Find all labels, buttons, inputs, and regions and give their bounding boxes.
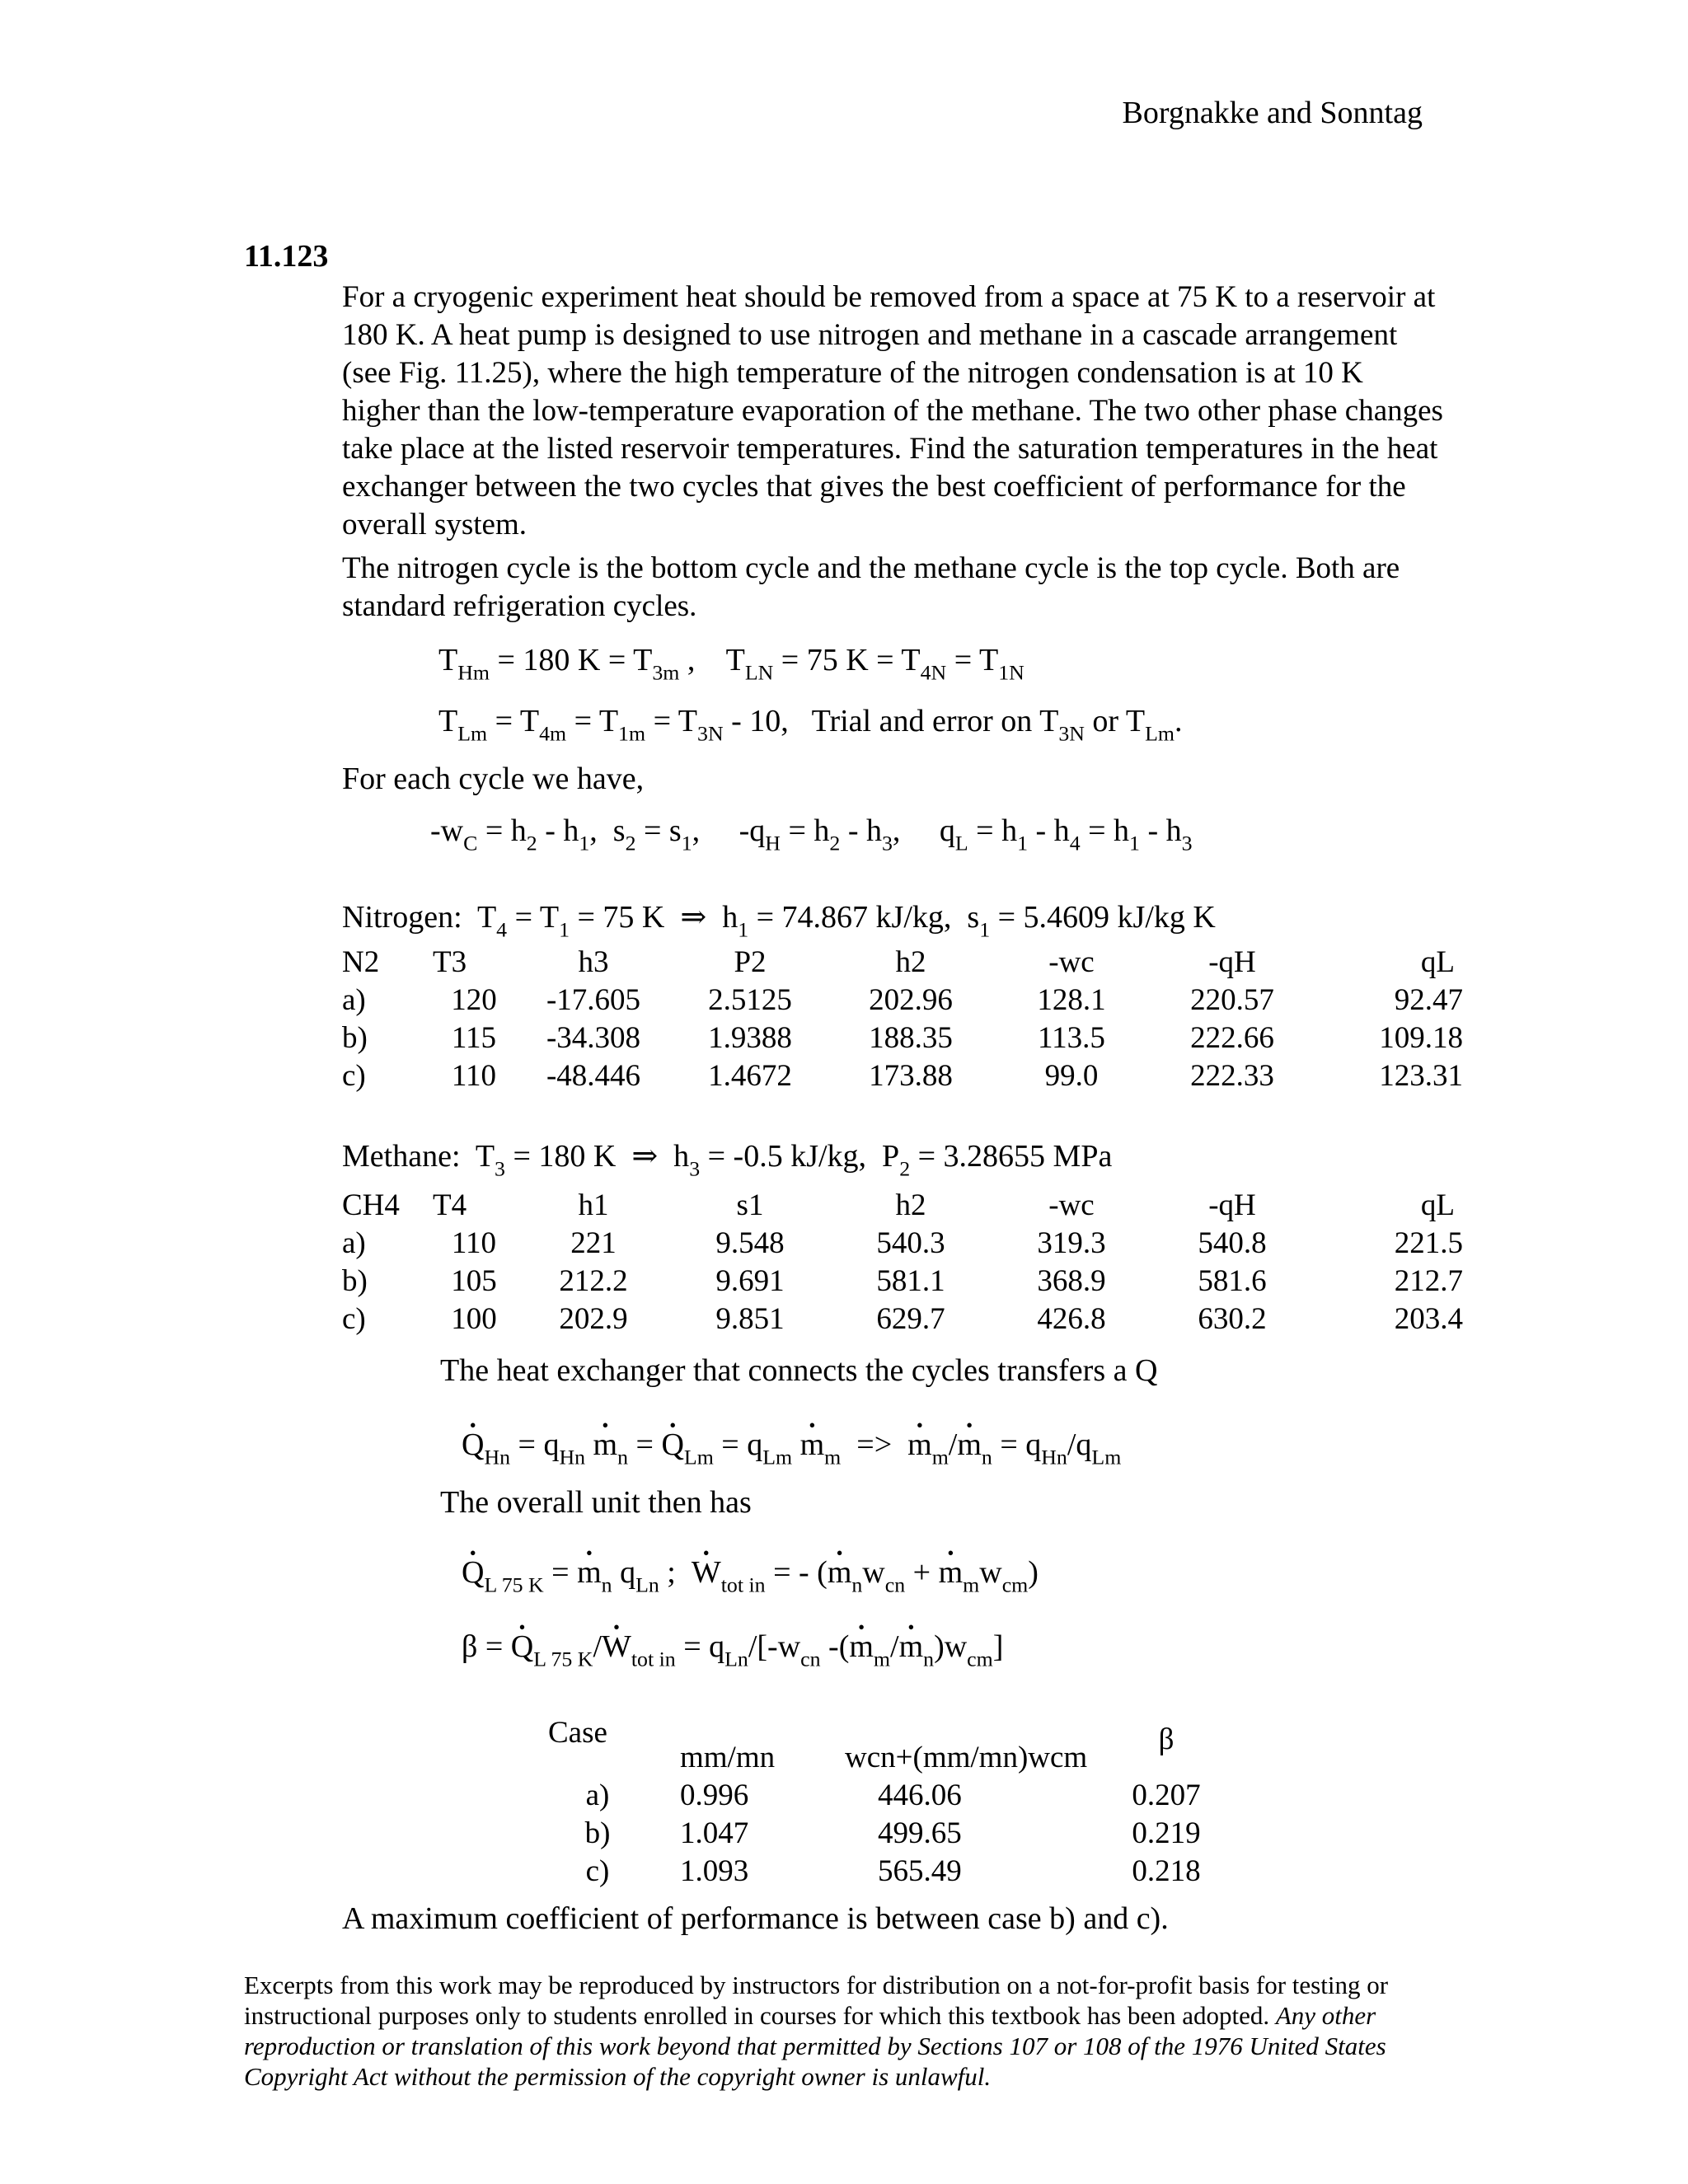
table-cell: 188.35 <box>869 1021 953 1056</box>
nitrogen-header-cell: h2 <box>895 945 926 980</box>
table-row <box>342 1225 1463 1263</box>
table-cell: c) <box>585 1854 610 1889</box>
table-cell: b) <box>584 1816 611 1851</box>
table-cell: 123.31 <box>1379 1059 1463 1094</box>
methane-state-line: Methane: $T_3 = 180$ K ⇒ $h_3 = -0.5$ kJ/kg, $P_2 = 3.28655$ MPa <box>342 1139 1113 1181</box>
table-cell: 9.691 <box>715 1264 785 1299</box>
table-cell: 540.8 <box>1198 1226 1267 1261</box>
table-cell: 581.6 <box>1198 1264 1267 1299</box>
or-text: or T <box>1092 704 1146 738</box>
methane-header-cell: CH4 <box>342 1188 400 1223</box>
methane-header-cell: s1 <box>736 1188 764 1223</box>
overall-text: The overall unit then has <box>440 1485 752 1520</box>
table-cell: 202.9 <box>559 1302 628 1337</box>
table-cell: 100 <box>451 1302 497 1337</box>
table-cell: a) <box>585 1779 610 1813</box>
table-cell: 540.3 <box>876 1226 945 1261</box>
problem-number: 11.123 <box>244 239 329 274</box>
table-cell: 1.093 <box>680 1854 749 1889</box>
problem-statement: For a cryogenic experiment heat should be removed from a space at 75 K to a reservoir at 180 K. A heat pump is designed to use nitrogen and methane in a cascade arrangement (see Fig. 11.25), where the high temperature of the nitrogen condensation is at 10 K higher than the low-temperature evaporation of the methane. The two other phase changes take place at the listed reservoir temperatures. Find the saturation temperatures in the heat exchanger between the two cycles that gives the best coefficient of performance for the overall system. <box>342 280 1443 541</box>
table-cell: 128.1 <box>1037 983 1106 1018</box>
table-cell: 1.9388 <box>708 1021 792 1056</box>
nitrogen-h1: = 74.867 kJ/kg, <box>756 900 952 935</box>
result-header-cell: wcn+(mm/mn)wcm <box>845 1741 1088 1774</box>
equation-cycle-relations: $-w_C = h_2 - h_1$, $s_2 = s_1$, $-q_H = h_2 - h_3$, $q_L = h_1 - h_4 = h_1 - h_3$ <box>430 813 1193 855</box>
table-cell: 222.66 <box>1190 1021 1274 1056</box>
table-cell: 120 <box>451 983 497 1018</box>
nitrogen-table <box>342 944 1463 1095</box>
table-cell: 109.18 <box>1379 1021 1463 1056</box>
result-header-cell: Case <box>548 1716 607 1750</box>
table-cell: 581.1 <box>876 1264 945 1299</box>
nitrogen-header-cell: T3 <box>433 945 467 980</box>
methane-header-cell: h2 <box>895 1188 926 1223</box>
table-cell: 221 <box>570 1226 617 1261</box>
nitrogen-header-cell: N2 <box>342 945 380 980</box>
table-row <box>342 1301 1463 1338</box>
table-cell: 0.996 <box>680 1779 749 1813</box>
conclusion: A maximum coefficient of performance is between case b) and c). <box>342 1901 1169 1936</box>
table-cell: -17.605 <box>546 983 641 1018</box>
methane-prefix: Methane: <box>342 1139 461 1174</box>
cycle-intro: The nitrogen cycle is the bottom cycle and the methane cycle is the top cycle. Both are standard refrigeration cycles. <box>342 551 1400 623</box>
equation-temperatures-2: $T_{Lm} = T_{4m} = T_{1m} = T_{3N} - 10$, Trial and error on $T_{3N}$ or $T_{Lm}$. <box>438 704 1183 746</box>
table-cell: 9.851 <box>715 1302 785 1337</box>
table-cell: 0.207 <box>1132 1779 1201 1813</box>
nitrogen-header-cell: -qH <box>1208 945 1256 980</box>
table-cell: 0.219 <box>1132 1816 1201 1851</box>
equation-heat-exchanger: • $Q_{Hn} = q_{Hn}$ • $m_n$ = • $Q_{Lm} = q_{Lm}$ • $m_m$ => • $m_m/•$ $m_n = q_{Hn}/q_{Lm}$ <box>462 1426 1121 1464</box>
result-table <box>548 1714 1232 1891</box>
table-cell: 319.3 <box>1037 1226 1106 1261</box>
nitrogen-header-cell: -wc <box>1048 945 1095 980</box>
methane-header-cell: qL <box>1420 1188 1455 1223</box>
nitrogen-header-cell: h3 <box>578 945 609 980</box>
equation-temperatures-1: $T_{Hm} = 180$ $K = T_{3m}$ , $T_{LN} = 75$ $K = T_{4N} = T_{1N}$ <box>438 643 1025 685</box>
methane-p2: = 3.28655 MPa <box>917 1139 1113 1174</box>
table-cell: a) <box>342 983 366 1018</box>
table-row <box>548 1777 1232 1815</box>
table-cell: -48.446 <box>546 1059 641 1094</box>
methane-header-cell: T4 <box>433 1188 467 1223</box>
table-cell: 203.4 <box>1394 1302 1463 1337</box>
methane-table-header <box>342 1187 1463 1225</box>
methane-header-cell: -qH <box>1208 1188 1256 1223</box>
exchanger-text: The heat exchanger that connects the cycles transfers a Q <box>440 1353 1158 1388</box>
table-cell: 630.2 <box>1198 1302 1267 1337</box>
methane-h3: = -0.5 kJ/kg, <box>707 1139 867 1174</box>
table-cell: 2.5125 <box>708 983 792 1018</box>
table-cell: 565.49 <box>878 1854 962 1889</box>
methane-header-cell: h1 <box>578 1188 609 1223</box>
table-row <box>342 1263 1463 1301</box>
table-cell: 499.65 <box>878 1816 962 1851</box>
table-cell: 629.7 <box>876 1302 945 1337</box>
table-cell: 110 <box>451 1226 497 1261</box>
table-cell: c) <box>342 1302 366 1337</box>
table-cell: 1.047 <box>680 1816 749 1851</box>
page-header-authors: Borgnakke and Sonntag <box>1122 96 1423 130</box>
table-cell: 110 <box>451 1059 497 1094</box>
each-cycle-label: For each cycle we have, <box>342 762 645 796</box>
nitrogen-header-cell: P2 <box>734 945 767 980</box>
table-row <box>548 1853 1232 1891</box>
table-cell: 202.96 <box>869 983 953 1018</box>
equation-overall-work: • $Q_{L 75 K}$ = • $m_n$ $q_{Ln}$ ; • $W_{tot in}$ = - (• $m_nw_{cn}$ + • $m_mw_{cm}$) <box>462 1554 1039 1591</box>
table-cell: -34.308 <box>546 1021 641 1056</box>
table-cell: 426.8 <box>1037 1302 1106 1337</box>
equation-cop: β = • $Q_{L 75 K}/•$ $W_{tot in} = q_{Ln}/[-w_{cn}$ -(• $m_m/•$ $m_n)w_{cm}$] <box>462 1628 1003 1666</box>
result-table-header <box>548 1714 1232 1777</box>
table-row <box>548 1815 1232 1853</box>
table-cell: 368.9 <box>1037 1264 1106 1299</box>
table-cell: 113.5 <box>1038 1021 1105 1056</box>
table-cell: 0.218 <box>1132 1854 1201 1889</box>
footer-normal: Excerpts from this work may be reproduced by instructors for distribution on a not-for-profit basis for testing or instructional purposes only to students enrolled in courses for which this textbook has been adopted. <box>244 1971 1389 2030</box>
table-cell: 115 <box>451 1021 497 1056</box>
nitrogen-s1: = 5.4609 kJ/kg K <box>997 900 1216 935</box>
result-header-cell: mm/mn <box>680 1741 776 1774</box>
nitrogen-header-cell: qL <box>1420 945 1455 980</box>
methane-table <box>342 1187 1463 1338</box>
methane-header-cell: -wc <box>1048 1188 1095 1223</box>
table-cell: a) <box>342 1226 366 1261</box>
table-cell: 221.5 <box>1394 1226 1463 1261</box>
table-cell: c) <box>342 1059 366 1094</box>
table-row <box>342 1019 1463 1057</box>
table-cell: 99.0 <box>1044 1059 1099 1094</box>
table-cell: b) <box>342 1021 368 1056</box>
trial-text: Trial and error on T <box>811 704 1059 738</box>
table-cell: 105 <box>451 1264 497 1299</box>
result-header-cell: β <box>1158 1722 1175 1756</box>
table-row <box>342 1057 1463 1095</box>
nitrogen-table-header <box>342 944 1463 982</box>
table-cell: 9.548 <box>715 1226 785 1261</box>
table-cell: b) <box>342 1264 368 1299</box>
table-cell: 222.33 <box>1190 1059 1274 1094</box>
table-cell: 212.7 <box>1394 1264 1463 1299</box>
table-cell: 220.57 <box>1190 983 1274 1018</box>
table-cell: 92.47 <box>1394 983 1463 1018</box>
table-cell: 212.2 <box>559 1264 628 1299</box>
copyright-footer <box>244 1970 1447 2092</box>
table-cell: 173.88 <box>869 1059 953 1094</box>
table-cell: 446.06 <box>878 1779 962 1813</box>
table-row <box>342 982 1463 1019</box>
nitrogen-prefix: Nitrogen: <box>342 900 462 935</box>
table-cell: 1.4672 <box>708 1059 792 1094</box>
footer-italic: Any other reproduction or translation of this work beyond that permitted by Sections 107 or 108 of the 1976 United States Copyright Act without the permission of the copyright owner is unlawful. <box>244 2001 1386 2091</box>
nitrogen-state-line: Nitrogen: $T_4 = T_1 = 75$ K ⇒ $h_1 = 74.867$ kJ/kg, $s_1 = 5.4609$ kJ/kg K <box>342 900 1216 942</box>
